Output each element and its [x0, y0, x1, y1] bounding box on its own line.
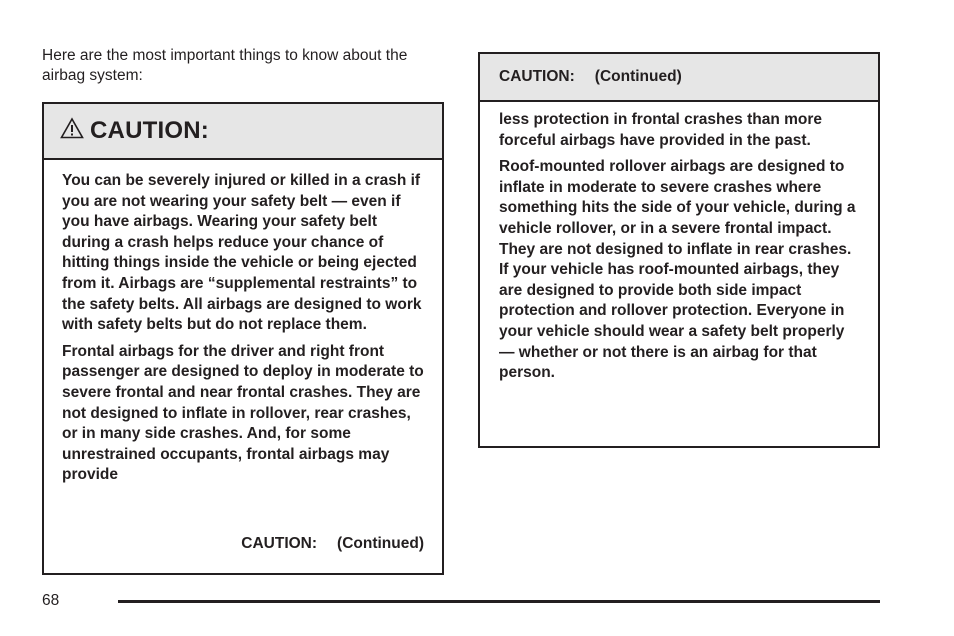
caution-continued-title: CAUTION: [499, 68, 575, 85]
continued-caution-text: CAUTION: [241, 535, 318, 552]
caution-paragraph: Frontal airbags for the driver and right front passenger are designed to deploy in moderate to severe frontal and near frontal crashes. They are not designed to inflate in rollover, rear crashes, or in many side crashes. And, for some unrestrained occupants, frontal airbags may provide [62, 342, 424, 484]
caution-continued-suffix: (Continued) [594, 68, 682, 85]
caution-continued-body [480, 102, 878, 384]
caution-continued-header [480, 54, 878, 102]
footer-divider [118, 600, 880, 603]
caution-title: CAUTION: [90, 117, 209, 144]
warning-triangle-icon [60, 117, 84, 139]
caution-paragraph: Roof-mounted rollover airbags are designed to inflate in moderate to severe crashes where something hits the side of your vehicle, during a vehicle rollover, or in a severe frontal impact. They are not designed to inflate in rear crashes. If your vehicle has roof-mounted airbags, they are designed to provide both side impact protection and rollover protection. Everyone in your vehicle should wear a safety belt properly — whether or not there is an airbag for that person. [499, 158, 856, 382]
caution-paragraph: less protection in frontal crashes than more forceful airbags have provided in the past. [499, 111, 822, 149]
intro-text: Here are the most important things to know about the airbag system: [42, 47, 408, 84]
caution-box [42, 102, 444, 575]
continued-label [241, 535, 424, 553]
caution-paragraph: You can be severely injured or killed in a crash if you are not wearing your safety belt — even if you have airbags. Wearing your safety belt during a crash helps reduce your chance of hitting things inside the vehicle or being ejected from it. Airbags are “supplemental restraints” to the safety belts. All airbags are designed to work with safety belts but do not replace them. [62, 172, 422, 334]
caution-header [44, 104, 442, 160]
page-number: 68 [42, 592, 60, 609]
continued-suffix-text: (Continued) [337, 535, 424, 552]
caution-continued-box [478, 52, 880, 448]
caution-body [44, 160, 442, 486]
